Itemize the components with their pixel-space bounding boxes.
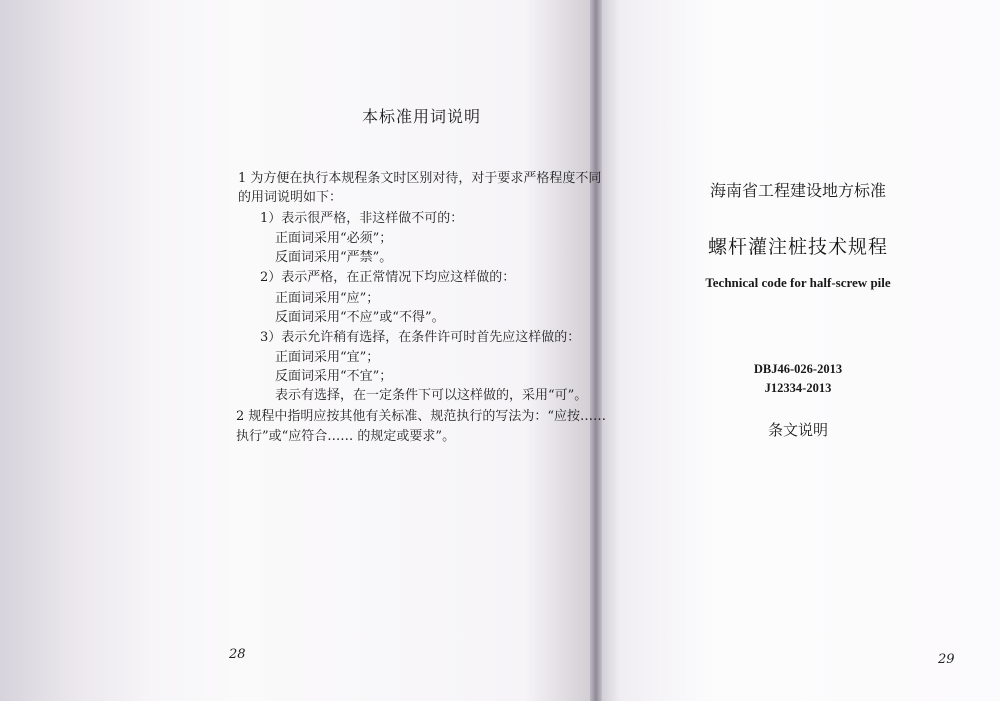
- page-edge-shadow: [0, 0, 150, 701]
- body-line: 3）表示允许稍有选择，在条件许可时首先应这样做的：: [260, 330, 581, 345]
- body-line: 执行”或“应符合…… 的规定或要求”。: [236, 429, 456, 444]
- page-title: 本标准用词说明: [362, 107, 482, 126]
- body-line: 正面词采用“必须”；: [275, 231, 393, 246]
- section-heading: 条文说明: [767, 421, 828, 439]
- body-line: 1）表示很严格，非这样做不可的：: [260, 211, 464, 226]
- english-title: Technical code for half-screw pile: [705, 275, 891, 290]
- book-gutter: [590, 0, 602, 701]
- body-line: 表示有选择，在一定条件下可以这样做的，采用“可”。: [275, 388, 588, 403]
- body-line: 反面词采用“不应”或“不得”。: [275, 310, 445, 325]
- body-line: 的用词说明如下：: [238, 190, 343, 205]
- standard-name: 海南省工程建设地方标准: [709, 181, 886, 200]
- standard-code: DBJ46-026-2013: [753, 362, 843, 376]
- body-line: 正面词采用“宜”；: [275, 350, 380, 365]
- body-line: 2）表示严格，在正常情况下均应这样做的：: [260, 270, 516, 285]
- body-line: 1 为方便在执行本规程条文时区别对待，对于要求严格程度不同: [238, 171, 602, 186]
- body-line: 正面词采用“应”；: [275, 291, 380, 306]
- body-line: 反面词采用“严禁”。: [275, 250, 393, 265]
- body-line: 反面词采用“不宜”；: [275, 369, 393, 384]
- record-code: J12334-2013: [764, 381, 832, 395]
- page-number-right: 29: [938, 652, 955, 667]
- page-number-left: 28: [229, 647, 246, 662]
- document-title: 螺杆灌注桩技术规程: [707, 236, 888, 258]
- right-page: [596, 0, 1000, 701]
- body-line: 2 规程中指明应按其他有关标准、规范执行的写法为：“应按……: [236, 409, 607, 424]
